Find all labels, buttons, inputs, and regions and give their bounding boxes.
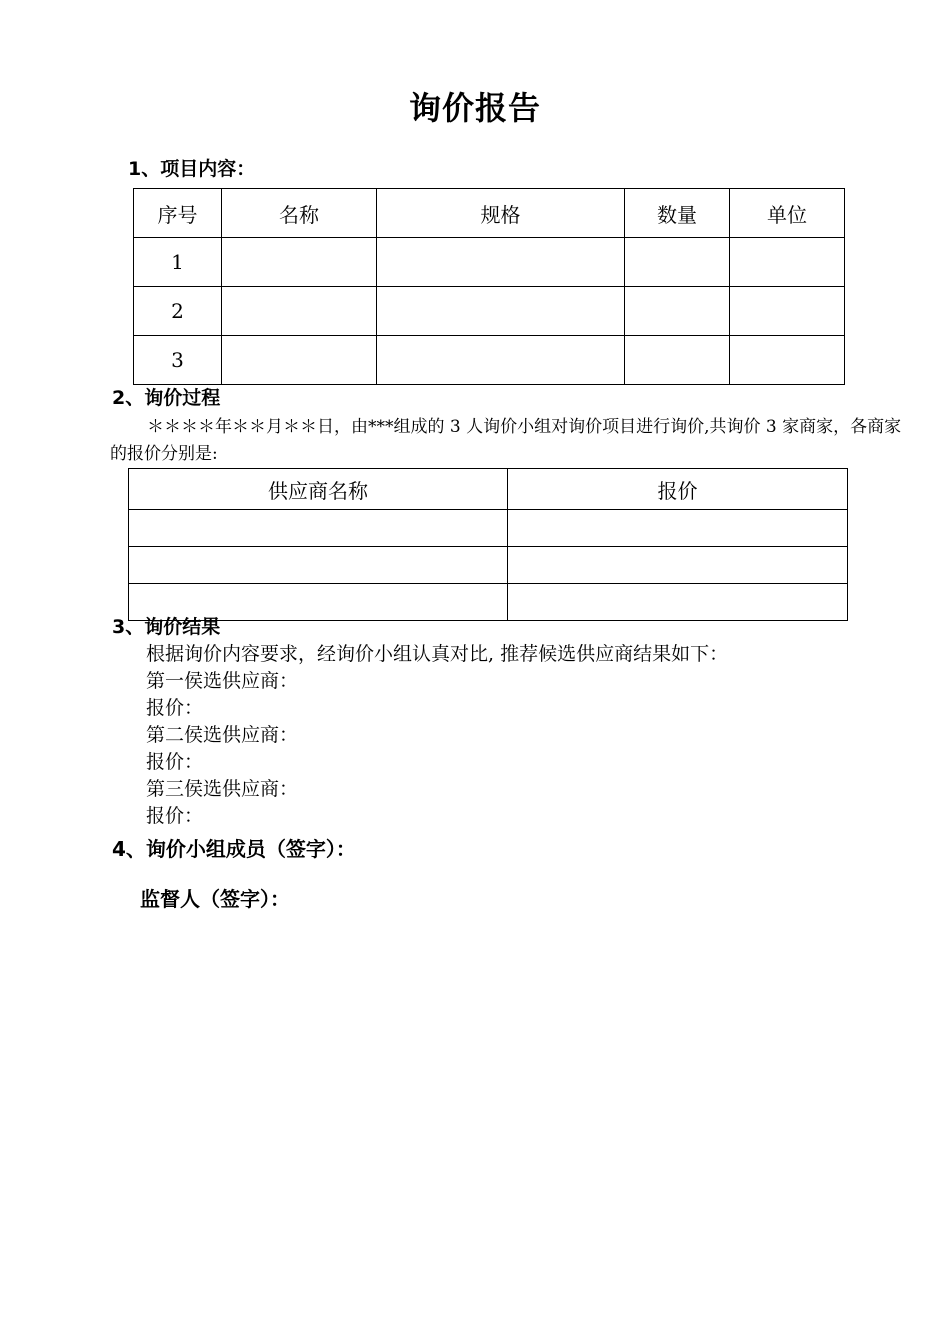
table-row <box>129 510 848 547</box>
cell-supplier-name[interactable] <box>129 584 508 621</box>
cell-unit[interactable] <box>730 336 845 385</box>
cell-spec[interactable] <box>377 336 625 385</box>
second-candidate-supplier: 第二侯选供应商： <box>146 724 299 746</box>
third-candidate-quote: 报价： <box>146 805 204 827</box>
cell-supplier-name[interactable] <box>129 510 508 547</box>
cell-supplier-name[interactable] <box>129 547 508 584</box>
section-heading-inquiry-process: 2、询价过程 <box>112 387 221 409</box>
cell-name[interactable] <box>222 287 377 336</box>
third-candidate-supplier: 第三侯选供应商： <box>146 778 299 800</box>
table-header-row <box>134 189 845 238</box>
second-candidate-quote: 报价： <box>146 751 204 773</box>
table-row <box>129 547 848 584</box>
cell-name[interactable] <box>222 238 377 287</box>
first-candidate-supplier: 第一侯选供应商： <box>146 670 299 692</box>
column-header-supplier-name: 供应商名称 <box>129 469 508 510</box>
cell-quote[interactable] <box>508 510 848 547</box>
table-row <box>129 584 848 621</box>
cell-qty[interactable] <box>625 287 730 336</box>
supplier-quote-table <box>128 468 848 621</box>
table-row <box>134 287 845 336</box>
column-header-qty: 数量 <box>625 189 730 238</box>
cell-index: 2 <box>134 287 222 336</box>
section-heading-team-signature: 4、询价小组成员（签字）： <box>112 837 356 861</box>
cell-unit[interactable] <box>730 238 845 287</box>
first-candidate-quote: 报价： <box>146 697 204 719</box>
inquiry-process-paragraph-line2: 的报价分别是: <box>110 444 218 464</box>
cell-spec[interactable] <box>377 287 625 336</box>
cell-index: 3 <box>134 336 222 385</box>
project-content-table <box>133 188 845 385</box>
column-header-spec: 规格 <box>377 189 625 238</box>
cell-qty[interactable] <box>625 336 730 385</box>
cell-name[interactable] <box>222 336 377 385</box>
table-header-row <box>129 469 848 510</box>
cell-quote[interactable] <box>508 584 848 621</box>
page-title: 询价报告 <box>408 89 541 127</box>
column-header-index: 序号 <box>134 189 222 238</box>
cell-index: 1 <box>134 238 222 287</box>
result-summary-line: 根据询价内容要求，经询价小组认真对比, 推荐候选供应商结果如下： <box>146 643 729 665</box>
column-header-name: 名称 <box>222 189 377 238</box>
column-header-quote: 报价 <box>508 469 848 510</box>
table-row <box>134 238 845 287</box>
inquiry-process-paragraph-line1: ＊＊＊＊年＊＊月＊＊日，由***组成的 3 人询价小组对询价项目进行询价,共询价 3 家商家，各商家 <box>147 417 902 437</box>
cell-qty[interactable] <box>625 238 730 287</box>
section-heading-project-content: 1、项目内容： <box>128 158 256 180</box>
section-heading-inquiry-result: 3、询价结果 <box>112 616 221 638</box>
table-row <box>134 336 845 385</box>
column-header-unit: 单位 <box>730 189 845 238</box>
cell-spec[interactable] <box>377 238 625 287</box>
cell-quote[interactable] <box>508 547 848 584</box>
cell-unit[interactable] <box>730 287 845 336</box>
supervisor-signature-label: 监督人（签字）： <box>140 887 290 911</box>
